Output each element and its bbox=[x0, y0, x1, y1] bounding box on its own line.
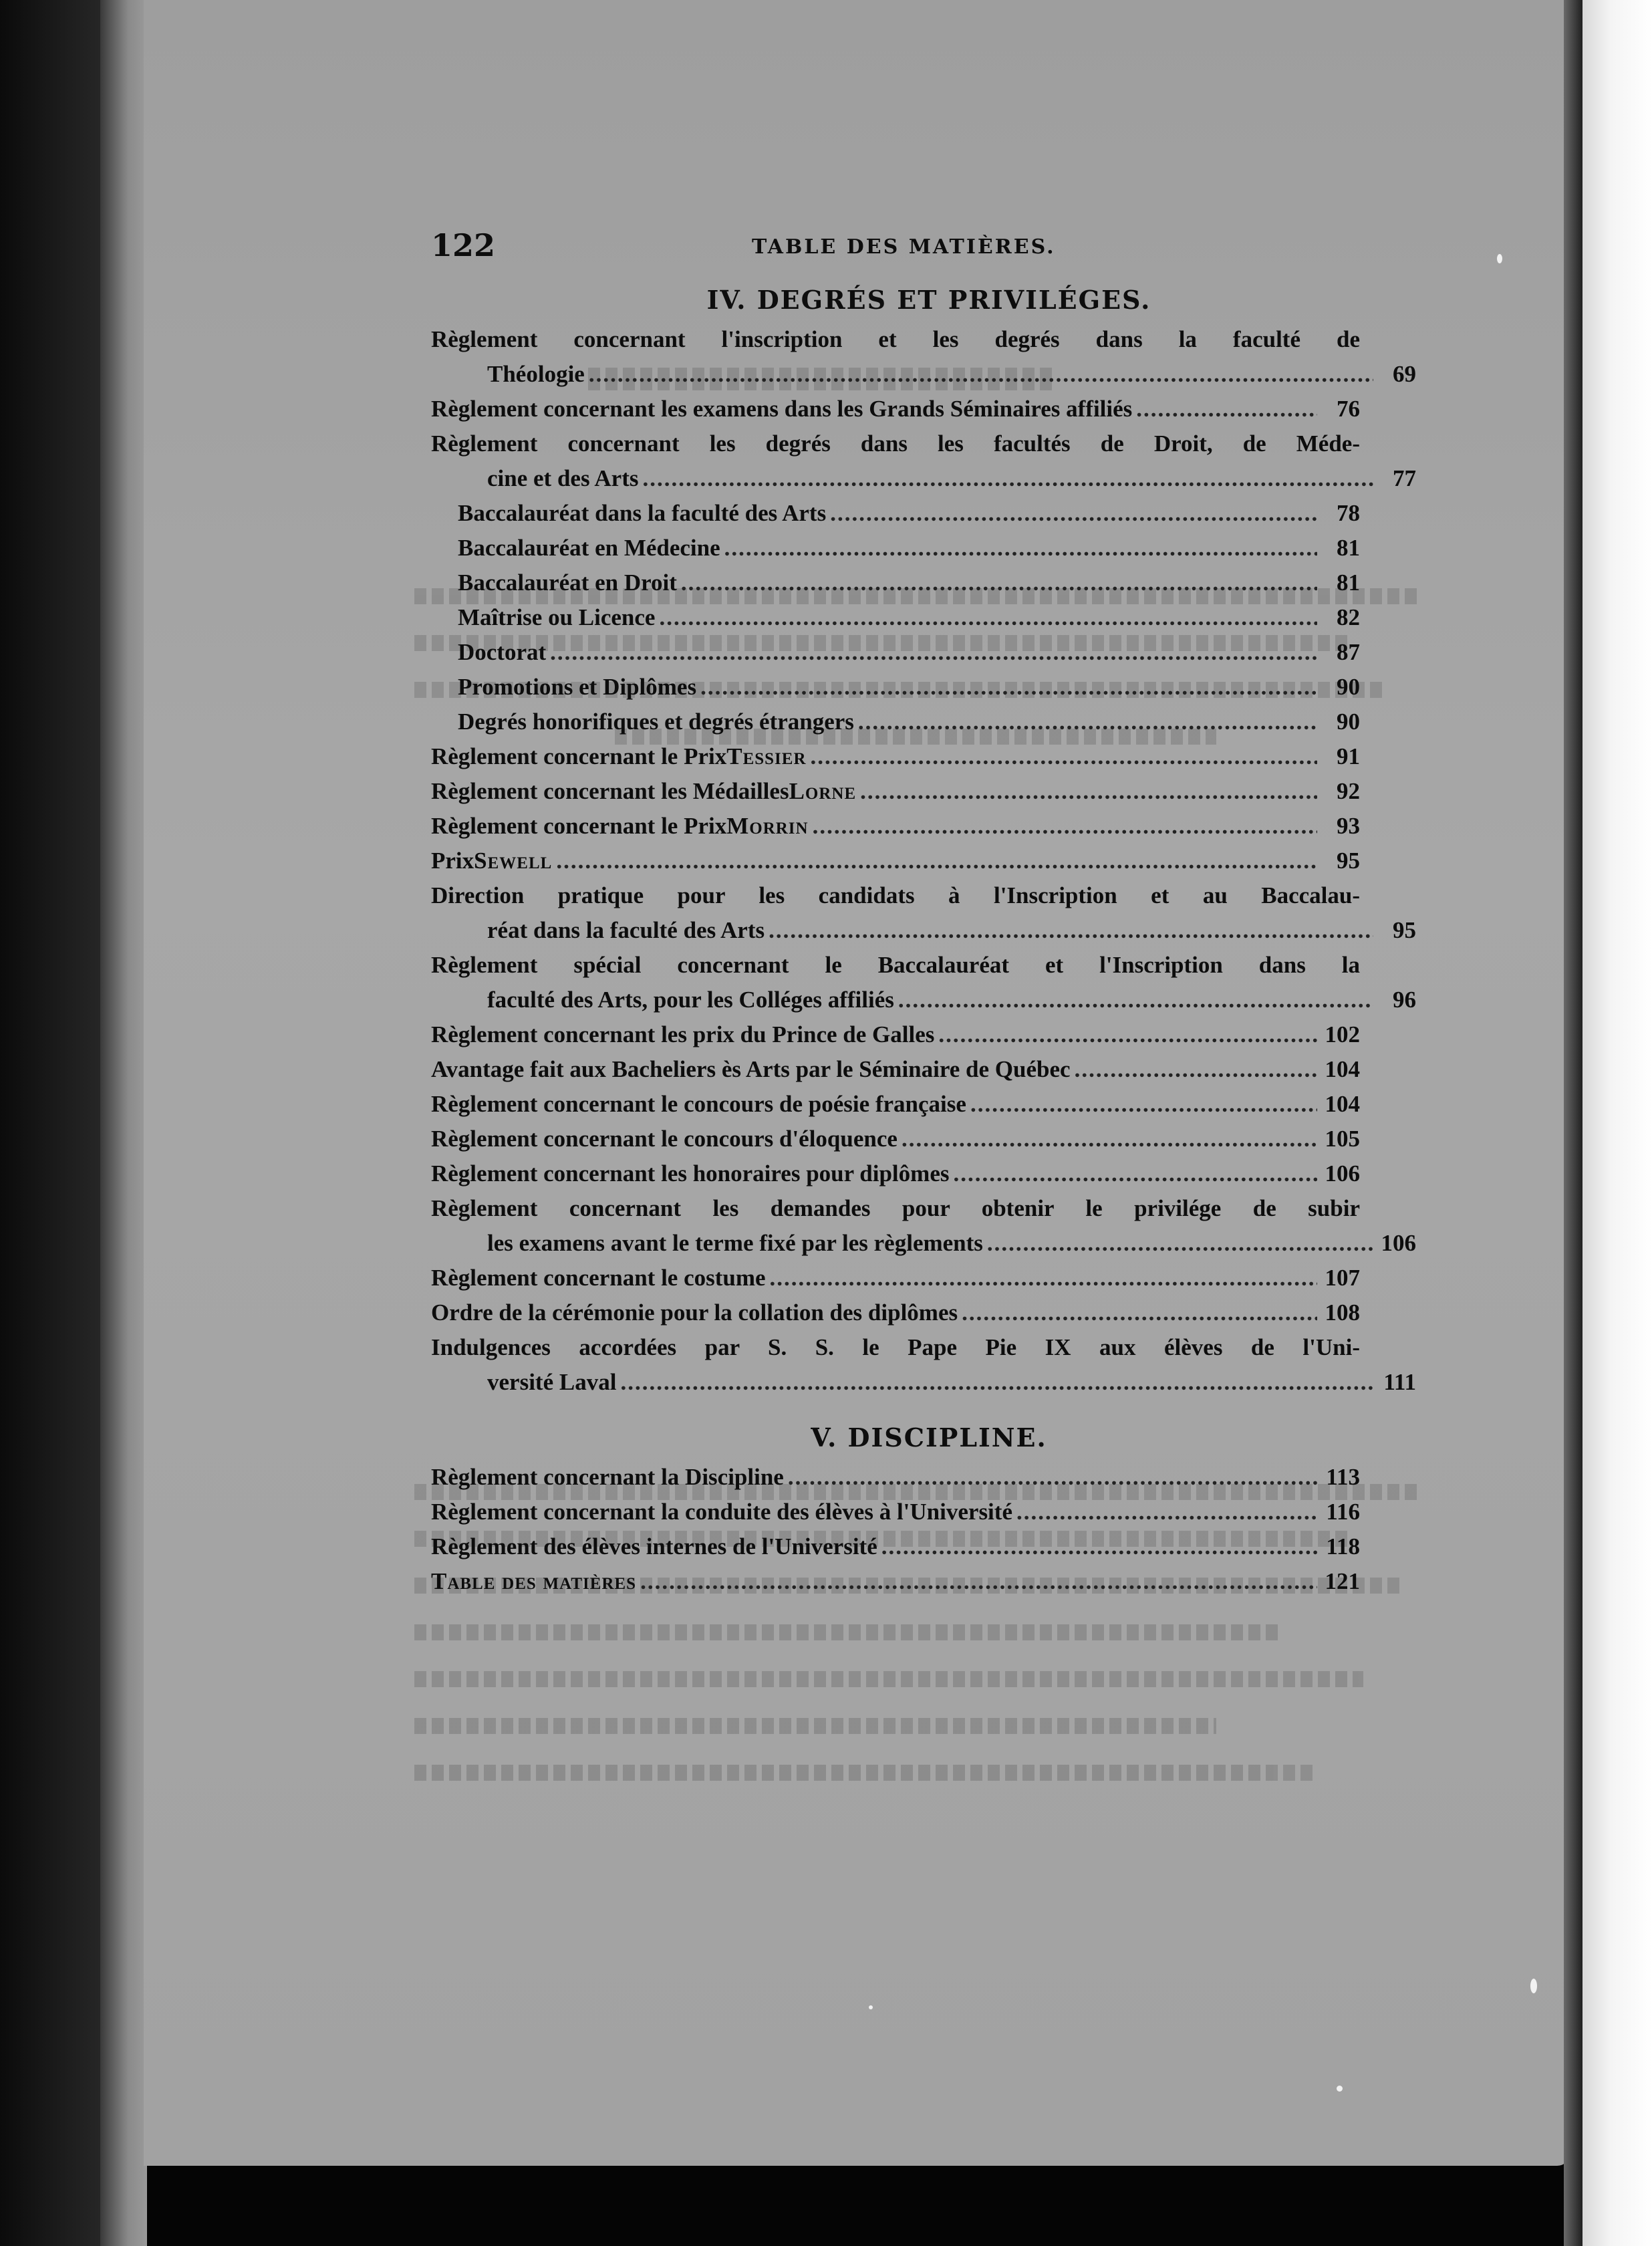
toc-entry bbox=[431, 496, 1360, 531]
toc-page-number: 116 bbox=[1326, 1499, 1360, 1525]
toc-entry bbox=[431, 1122, 1360, 1156]
dot-leader bbox=[962, 1295, 1317, 1330]
toc-entry-text: Maîtrise ou Licence bbox=[458, 604, 656, 630]
dot-leader bbox=[681, 566, 1317, 600]
toc-entry-continuation bbox=[431, 1226, 1416, 1261]
toc-entry-text: Règlement concernant les demandes pour obtenir le privilége de subir bbox=[431, 1195, 1360, 1221]
toc-entry-text: Baccalauréat en Médecine bbox=[458, 535, 720, 561]
scan-speck bbox=[1497, 254, 1502, 263]
book-binding bbox=[0, 0, 100, 2246]
toc-page-number: 106 bbox=[1381, 1230, 1416, 1256]
toc-entry-text-continued: Théologie bbox=[487, 361, 585, 387]
toc-entry-row bbox=[431, 1495, 1360, 1529]
dot-leader bbox=[788, 1460, 1317, 1495]
toc-entry bbox=[431, 878, 1416, 948]
dot-leader bbox=[970, 1087, 1317, 1122]
toc-entry-row bbox=[431, 1122, 1360, 1156]
toc-list-degres bbox=[431, 322, 1416, 1400]
toc-entry-row bbox=[431, 1460, 1360, 1495]
toc-entry-proper-name: Sewell bbox=[474, 848, 553, 874]
toc-entry bbox=[431, 600, 1360, 635]
page-content bbox=[431, 227, 1416, 1599]
dot-leader bbox=[813, 809, 1317, 844]
toc-page-number: 118 bbox=[1326, 1533, 1360, 1559]
toc-page-number: 104 bbox=[1325, 1056, 1360, 1082]
dot-leader bbox=[938, 1017, 1317, 1052]
toc-entry-row bbox=[431, 844, 1360, 878]
dot-leader bbox=[1016, 1495, 1317, 1529]
toc-entry-text: Promotions et Diplômes bbox=[458, 674, 697, 700]
toc-entry bbox=[431, 670, 1360, 705]
toc-entry-continuation bbox=[431, 983, 1416, 1017]
toc-entry-row bbox=[431, 1087, 1360, 1122]
toc-page-number: 113 bbox=[1326, 1464, 1360, 1490]
toc-entry-row bbox=[431, 739, 1360, 774]
toc-entry-row bbox=[431, 1156, 1360, 1191]
toc-entry-row bbox=[458, 600, 1360, 635]
toc-entry-text: Doctorat bbox=[458, 639, 547, 665]
toc-entry-text: Ordre de la cérémonie pour la collation des diplômes bbox=[431, 1299, 958, 1326]
toc-page-number: 81 bbox=[1337, 535, 1360, 561]
toc-page-number: 90 bbox=[1337, 709, 1360, 735]
dot-leader bbox=[902, 1122, 1317, 1156]
toc-entry-row bbox=[458, 531, 1360, 566]
toc-entry bbox=[431, 1564, 1360, 1599]
toc-entry-continuation bbox=[431, 461, 1416, 496]
toc-entry bbox=[431, 1495, 1360, 1529]
toc-entry-row bbox=[431, 1261, 1360, 1295]
toc-page-number: 104 bbox=[1325, 1091, 1360, 1117]
page-edge-shadow bbox=[100, 0, 147, 2246]
toc-entry bbox=[431, 1191, 1416, 1261]
dot-leader bbox=[860, 774, 1317, 809]
toc-entry-text: Règlement concernant le concours de poésie française bbox=[431, 1091, 966, 1117]
toc-entry-row bbox=[458, 635, 1360, 670]
toc-page-number: 93 bbox=[1337, 813, 1360, 839]
toc-page-number: 102 bbox=[1325, 1021, 1360, 1047]
toc-entry-text: Règlement concernant les examens dans les Grands Séminaires affiliés bbox=[431, 396, 1133, 422]
toc-entry-text: Baccalauréat dans la faculté des Arts bbox=[458, 500, 827, 526]
toc-entry-text: Règlement concernant le costume bbox=[431, 1265, 766, 1291]
toc-entry bbox=[431, 1460, 1360, 1495]
toc-entry-proper-name: Lorne bbox=[789, 778, 857, 804]
toc-entry-text-continued: réat dans la faculté des Arts bbox=[487, 917, 765, 943]
toc-entry-text: Règlement concernant l'inscription et les degrés dans la faculté de bbox=[431, 326, 1360, 352]
toc-entry-text: Table des matières bbox=[431, 1568, 637, 1594]
toc-entry-row bbox=[431, 392, 1360, 426]
dot-leader bbox=[550, 635, 1317, 670]
toc-entry-text-continued: les examens avant le terme fixé par les règlements bbox=[487, 1230, 983, 1256]
dot-leader bbox=[987, 1226, 1373, 1261]
toc-page-number: 95 bbox=[1337, 848, 1360, 874]
toc-entry-text-continued: cine et des Arts bbox=[487, 465, 639, 491]
toc-entry-row bbox=[431, 1529, 1360, 1564]
gutter-shadow bbox=[1564, 0, 1584, 2246]
toc-page-number: 107 bbox=[1325, 1265, 1360, 1291]
scan-speck bbox=[1337, 2086, 1343, 2092]
toc-entry-text: Règlement spécial concernant le Baccalauréat et l'Inscription dans la bbox=[431, 952, 1360, 978]
dot-leader bbox=[700, 670, 1317, 705]
toc-entry-text-continued: versité Laval bbox=[487, 1369, 617, 1395]
dot-leader bbox=[1136, 392, 1317, 426]
dot-leader bbox=[724, 531, 1317, 566]
toc-entry-row bbox=[458, 566, 1360, 600]
toc-entry-text: Règlement concernant la conduite des élèves à l'Université bbox=[431, 1499, 1012, 1525]
toc-entry-text: Règlement concernant les Médailles bbox=[431, 778, 789, 804]
dot-leader bbox=[589, 357, 1373, 392]
dot-leader bbox=[1075, 1052, 1317, 1087]
toc-page-number: 105 bbox=[1325, 1126, 1360, 1152]
toc-entry bbox=[431, 531, 1360, 566]
dot-leader bbox=[858, 705, 1317, 739]
toc-page-number: 81 bbox=[1337, 570, 1360, 596]
toc-page-number: 76 bbox=[1337, 396, 1360, 422]
dot-leader bbox=[830, 496, 1317, 531]
toc-entry-text: Règlement concernant les prix du Prince de Galles bbox=[431, 1021, 935, 1047]
toc-page-number: 91 bbox=[1337, 743, 1360, 769]
scan-speck bbox=[1530, 1979, 1537, 1993]
toc-page-number: 121 bbox=[1325, 1568, 1360, 1594]
toc-list-discipline bbox=[431, 1460, 1360, 1599]
dot-leader bbox=[640, 1564, 1317, 1599]
toc-entry-row bbox=[431, 809, 1360, 844]
toc-entry bbox=[431, 1052, 1360, 1087]
toc-entry-row bbox=[431, 1295, 1360, 1330]
dot-leader bbox=[811, 739, 1317, 774]
dot-leader bbox=[769, 913, 1373, 948]
toc-page-number: 106 bbox=[1325, 1160, 1360, 1187]
toc-entry-continuation bbox=[431, 1365, 1416, 1400]
section-heading-degres: IV. DEGRÉS ET PRIVILÉGES. bbox=[706, 285, 1151, 315]
dot-leader bbox=[953, 1156, 1317, 1191]
toc-entry bbox=[431, 392, 1360, 426]
toc-entry bbox=[431, 844, 1360, 878]
toc-page-number: 87 bbox=[1337, 639, 1360, 665]
toc-entry-row bbox=[431, 1052, 1360, 1087]
toc-entry-text: Règlement concernant le Prix bbox=[431, 813, 727, 839]
toc-page-number: 69 bbox=[1393, 361, 1416, 387]
toc-entry-row bbox=[458, 705, 1360, 739]
toc-entry-text-continued: faculté des Arts, pour les Colléges affiliés bbox=[487, 987, 894, 1013]
section-heading-discipline: V. DISCIPLINE. bbox=[811, 1422, 1047, 1453]
toc-entry-text: Règlement des élèves internes de l'Université bbox=[431, 1533, 877, 1559]
toc-page-number: 111 bbox=[1383, 1369, 1416, 1395]
toc-entry-text: Direction pratique pour les candidats à l'Inscription et au Baccalau- bbox=[431, 882, 1360, 908]
toc-entry-proper-name: Morrin bbox=[726, 813, 809, 839]
dot-leader bbox=[620, 1365, 1373, 1400]
toc-entry bbox=[431, 1261, 1360, 1295]
toc-entry bbox=[431, 809, 1360, 844]
dot-leader bbox=[770, 1261, 1317, 1295]
toc-entry-text: Règlement concernant les honoraires pour diplômes bbox=[431, 1160, 950, 1187]
toc-entry-text: Avantage fait aux Bacheliers ès Arts par le Séminaire de Québec bbox=[431, 1056, 1071, 1082]
toc-page-number: 82 bbox=[1337, 604, 1360, 630]
toc-entry-row bbox=[458, 670, 1360, 705]
toc-entry bbox=[431, 1087, 1360, 1122]
toc-page-number: 77 bbox=[1393, 465, 1416, 491]
toc-entry-row bbox=[431, 1017, 1360, 1052]
scan-speck bbox=[869, 2005, 873, 2009]
toc-entry bbox=[431, 774, 1360, 809]
toc-entry-text: Baccalauréat en Droit bbox=[458, 570, 677, 596]
toc-entry bbox=[431, 739, 1360, 774]
dot-leader bbox=[898, 983, 1373, 1017]
toc-entry bbox=[431, 635, 1360, 670]
dot-leader bbox=[642, 461, 1373, 496]
toc-entry-text: Degrés honorifiques et degrés étrangers bbox=[458, 709, 854, 735]
toc-entry bbox=[431, 1295, 1360, 1330]
dot-leader bbox=[556, 844, 1317, 878]
toc-entry bbox=[431, 426, 1416, 496]
toc-page-number: 78 bbox=[1337, 500, 1360, 526]
running-title: TABLE DES MATIÈRES. bbox=[752, 235, 1056, 259]
toc-entry bbox=[431, 705, 1360, 739]
toc-entry-text: Règlement concernant le concours d'éloquence bbox=[431, 1126, 898, 1152]
toc-entry-continuation bbox=[431, 357, 1416, 392]
toc-page-number: 96 bbox=[1393, 987, 1416, 1013]
facing-page-edge bbox=[1582, 0, 1652, 2246]
toc-page-number: 108 bbox=[1325, 1299, 1360, 1326]
dot-leader bbox=[881, 1529, 1317, 1564]
toc-entry-text: Règlement concernant le Prix bbox=[431, 743, 727, 769]
running-head bbox=[431, 227, 1360, 274]
toc-entry bbox=[431, 1529, 1360, 1564]
toc-entry-text: Règlement concernant les degrés dans les facultés de Droit, de Méde- bbox=[431, 430, 1360, 457]
toc-entry-text: Règlement concernant la Discipline bbox=[431, 1464, 784, 1490]
page-number: 122 bbox=[431, 227, 496, 263]
toc-entry-row bbox=[431, 774, 1360, 809]
toc-entry bbox=[431, 948, 1416, 1017]
toc-entry-text: Prix bbox=[431, 848, 474, 874]
dot-leader bbox=[659, 600, 1317, 635]
toc-entry bbox=[431, 566, 1360, 600]
toc-entry-text: Indulgences accordées par S. S. le Pape Pie IX aux élèves de l'Uni- bbox=[431, 1334, 1360, 1360]
toc-entry-continuation bbox=[431, 913, 1416, 948]
toc-entry bbox=[431, 322, 1416, 392]
toc-entry-proper-name: Tessier bbox=[726, 743, 807, 769]
toc-entry bbox=[431, 1156, 1360, 1191]
toc-entry-row bbox=[431, 1564, 1360, 1599]
toc-entry bbox=[431, 1330, 1416, 1400]
toc-page-number: 90 bbox=[1337, 674, 1360, 700]
toc-page-number: 92 bbox=[1337, 778, 1360, 804]
toc-page-number: 95 bbox=[1393, 917, 1416, 943]
toc-entry bbox=[431, 1017, 1360, 1052]
toc-entry-row bbox=[458, 496, 1360, 531]
